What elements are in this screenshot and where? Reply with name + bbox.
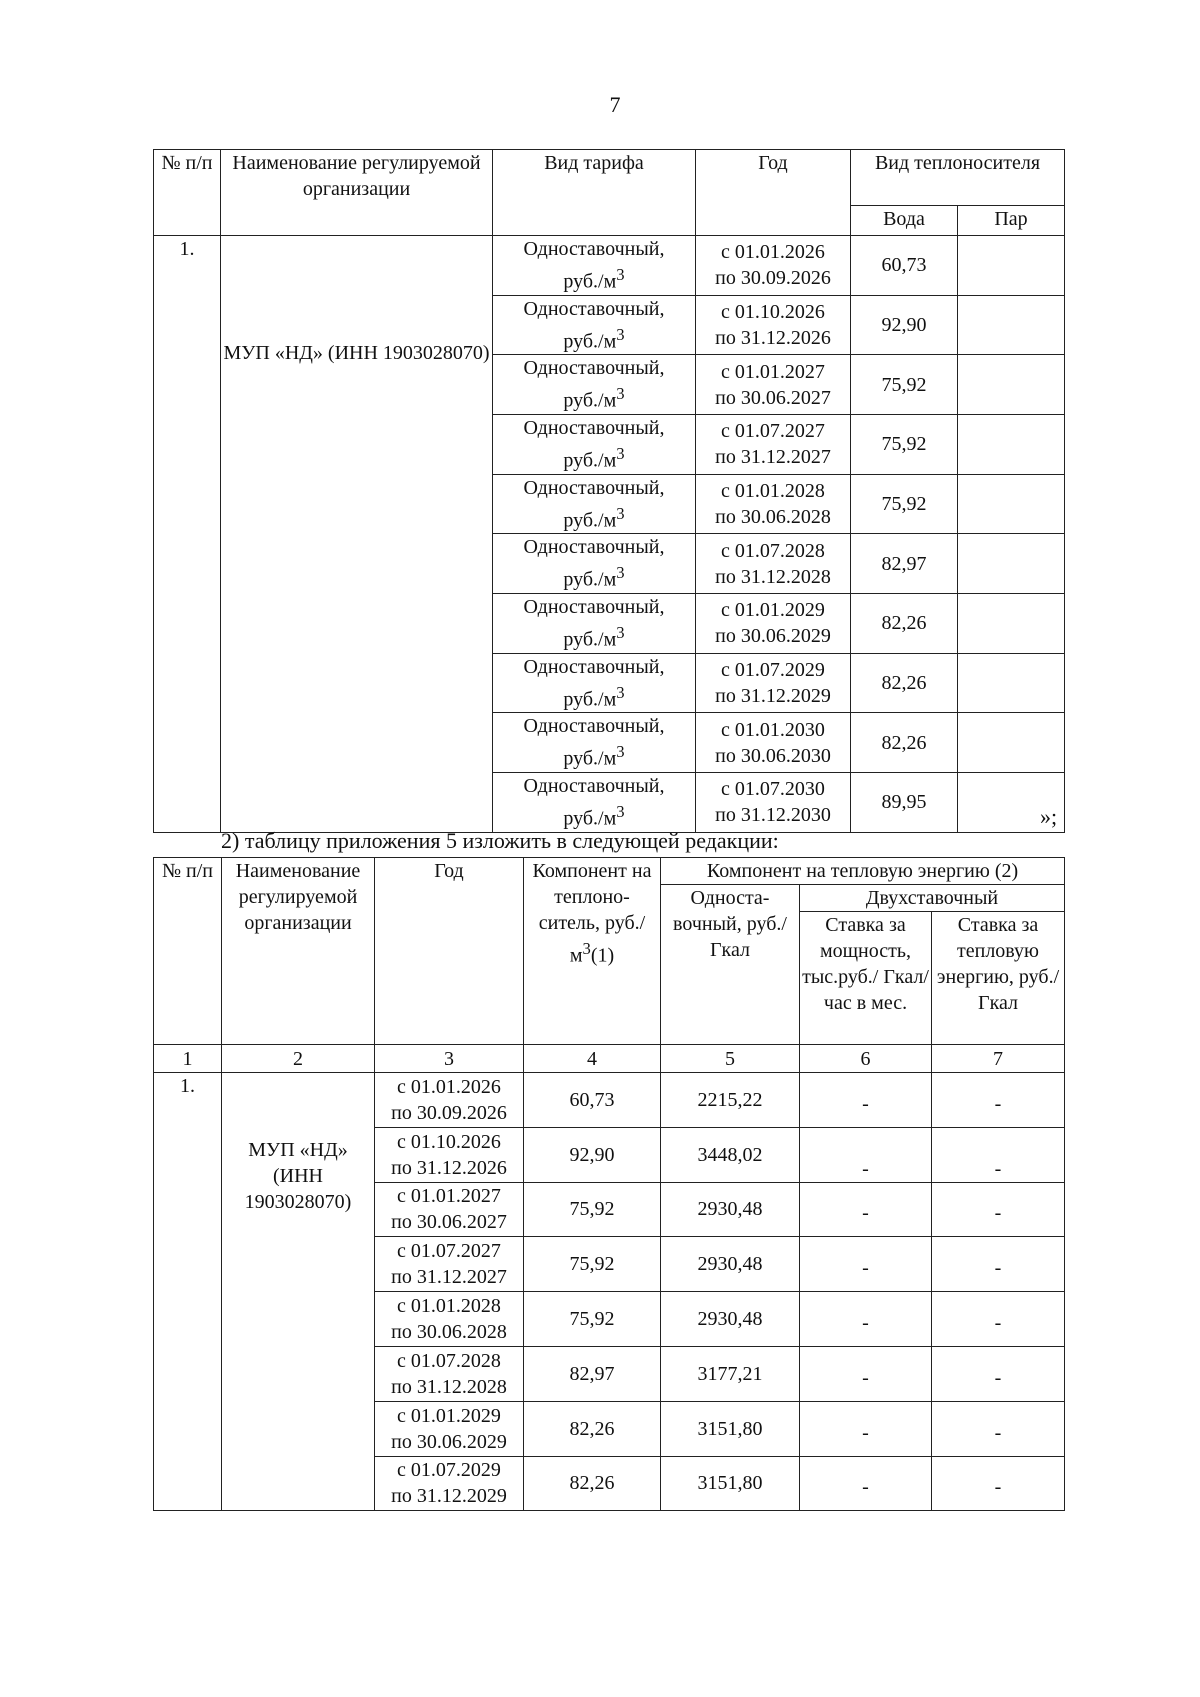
carrier-component-value: 60,73: [524, 1073, 661, 1128]
tariff-table: [153, 149, 1065, 833]
header-no: № п/п: [154, 858, 222, 1045]
energy-rate-value: -: [994, 1366, 1002, 1389]
period-cell: [375, 1401, 524, 1456]
capacity-rate-cell: [800, 1073, 932, 1128]
energy-rate-value: -: [994, 1312, 1002, 1335]
tariff-components-table: [153, 857, 1065, 1511]
steam-value: [958, 474, 1065, 534]
energy-rate-value: -: [994, 1092, 1002, 1115]
period-from: с 01.07.2029: [397, 1459, 501, 1482]
table-row: [154, 1073, 1065, 1128]
steam-value: [958, 355, 1065, 415]
tariff-unit: $руб./м^3$: [563, 324, 625, 353]
energy-rate-cell: [932, 1237, 1065, 1292]
water-value: 89,95: [851, 772, 958, 832]
period-cell: [696, 593, 851, 653]
capacity-rate-cell: [800, 1237, 932, 1292]
header-capacity-rate: Ставка за мощность, тыс.руб./ Гкал/час в мес.: [800, 912, 932, 1045]
capacity-rate-value: -: [862, 1257, 869, 1280]
tariff-unit: $руб./м^3$: [563, 443, 625, 472]
energy-rate-value: -: [994, 1476, 1002, 1499]
water-value: 82,26: [851, 653, 958, 713]
period-cell: [696, 414, 851, 474]
energy-rate-cell: [932, 1401, 1065, 1456]
capacity-rate-cell: [800, 1456, 932, 1511]
capacity-rate-cell: [800, 1127, 932, 1182]
energy-rate-cell: [932, 1073, 1065, 1128]
period-to: по 31.12.2026: [391, 1156, 507, 1179]
tariff-type-label: Одноставочный,: [523, 416, 665, 439]
period-cell: [696, 474, 851, 534]
organization-name: МУП «НД» (ИНН 1903028070): [221, 236, 493, 833]
column-number: 2: [222, 1045, 375, 1073]
capacity-rate-value: -: [862, 1202, 869, 1225]
energy-rate-cell: [932, 1456, 1065, 1511]
tariff-type-label: Одноставочный,: [523, 536, 665, 559]
tariff-unit: $руб./м^3$: [563, 801, 625, 830]
capacity-rate-cell: [800, 1182, 932, 1237]
tariff-type-label: Одноставочный,: [523, 476, 665, 499]
tariff-type-cell: [493, 474, 696, 534]
carrier-component-value: 75,92: [524, 1292, 661, 1347]
capacity-rate-value: -: [862, 1366, 869, 1389]
tariff-unit: $руб./м^3$: [563, 384, 625, 412]
column-number: 1: [154, 1045, 222, 1073]
header-no: № п/п: [154, 150, 221, 236]
single-rate-value: 2930,48: [661, 1237, 800, 1292]
capacity-rate-value: -: [862, 1092, 869, 1115]
capacity-rate-cell: [800, 1401, 932, 1456]
period-from: с 01.01.2026: [721, 241, 825, 264]
tariff-type-cell: [493, 713, 696, 773]
tariff-type-label: Одноставочный,: [523, 357, 665, 380]
tariff-unit: $руб./м^3$: [563, 563, 625, 591]
tariff-type-label: Одноставочный,: [523, 774, 665, 797]
water-value: 82,26: [851, 713, 958, 773]
energy-rate-cell: [932, 1127, 1065, 1182]
tariff-unit: $руб./м^3$: [563, 265, 625, 293]
tariff-unit: $руб./м^3$: [563, 503, 625, 532]
header-water: Вода: [851, 206, 958, 236]
period-to: по 31.12.2028: [391, 1375, 507, 1398]
period-from: с 01.01.2027: [397, 1185, 501, 1208]
tariff-type-label: Одноставочный,: [523, 238, 665, 260]
capacity-rate-cell: [800, 1292, 932, 1347]
steam-value: [958, 236, 1065, 296]
period-to: по 31.12.2026: [715, 326, 831, 349]
carrier-component-value: 92,90: [524, 1127, 661, 1182]
period-from: с 01.07.2027: [721, 420, 825, 443]
table-row: [154, 236, 1065, 296]
period-from: с 01.01.2029: [721, 599, 825, 622]
period-to: по 31.12.2029: [391, 1485, 507, 1508]
period-cell: [696, 653, 851, 713]
tariff-type-cell: [493, 653, 696, 713]
single-rate-value: 2930,48: [661, 1182, 800, 1237]
period-to: по 31.12.2027: [715, 446, 831, 469]
steam-value: [958, 713, 1065, 773]
capacity-rate-cell: [800, 1346, 932, 1401]
row-number: 1.: [154, 236, 221, 833]
steam-value: [958, 414, 1065, 474]
steam-value: [958, 534, 1065, 594]
carrier-component-value: 75,92: [524, 1182, 661, 1237]
column-number: 3: [375, 1045, 524, 1073]
period-to: по 30.09.2026: [715, 267, 831, 290]
period-cell: [696, 772, 851, 832]
steam-value: [958, 295, 1065, 355]
column-number: 6: [800, 1045, 932, 1073]
paragraph: 2) таблицу приложения 5 изложить в следующей редакции:: [221, 828, 779, 853]
closing-quote: »;: [1040, 804, 1058, 829]
header-steam: Пар: [958, 206, 1065, 236]
energy-rate-value: -: [994, 1157, 1002, 1180]
period-to: по 31.12.2030: [715, 804, 831, 827]
tariff-unit: $руб./м^3$: [563, 742, 625, 770]
period-from: с 01.01.2028: [721, 479, 825, 502]
header-energy-component: Компонент на тепловую энергию (2): [661, 858, 1065, 885]
carrier-component-value: 82,26: [524, 1456, 661, 1511]
tariff-unit: $руб./м^3$: [563, 682, 625, 711]
steam-value: [958, 653, 1065, 713]
water-value: 75,92: [851, 414, 958, 474]
tariff-type-cell: [493, 772, 696, 832]
period-from: с 01.07.2027: [397, 1240, 501, 1263]
tariff-type-label: Одноставочный,: [523, 595, 665, 618]
header-year: Год: [696, 150, 851, 236]
header-two-rate: Двухставочный: [800, 885, 1065, 912]
period-cell: [375, 1456, 524, 1511]
single-rate-value: 2215,22: [661, 1073, 800, 1128]
tariff-type-cell: [493, 414, 696, 474]
water-value: 75,92: [851, 355, 958, 415]
header-year: Год: [375, 858, 524, 1045]
column-number: 4: [524, 1045, 661, 1073]
header-org: Наименование регулируемой организации: [222, 858, 375, 1045]
period-from: с 01.07.2028: [397, 1349, 501, 1372]
period-from: с 01.07.2028: [721, 539, 825, 562]
header-tariff-type: Вид тарифа: [493, 150, 696, 236]
tariff-unit: $руб./м^3$: [563, 622, 625, 651]
period-cell: [696, 236, 851, 296]
period-cell: [375, 1073, 524, 1128]
single-rate-value: 3151,80: [661, 1456, 800, 1511]
period-to: по 31.12.2028: [715, 565, 831, 588]
period-to: по 30.06.2029: [715, 625, 831, 648]
header-single-rate: Односта-вочный, руб./Гкал: [661, 885, 800, 1045]
capacity-rate-value: -: [862, 1157, 869, 1180]
period-cell: [375, 1182, 524, 1237]
capacity-rate-value: -: [862, 1476, 869, 1499]
header-carrier-component: Компонент на теплоно-ситель, $руб./м^3(1)$: [524, 858, 661, 1045]
period-to: по 31.12.2029: [715, 684, 831, 707]
period-from: с 01.01.2029: [397, 1404, 501, 1427]
period-to: по 30.06.2029: [391, 1430, 507, 1453]
single-rate-value: 2930,48: [661, 1292, 800, 1347]
period-from: с 01.10.2026: [721, 300, 825, 323]
tariff-type-label: Одноставочный,: [523, 715, 665, 738]
tariff-type-cell: [493, 534, 696, 594]
period-to: по 30.06.2030: [715, 744, 831, 767]
period-from: с 01.07.2029: [721, 658, 825, 681]
tariff-type-label: Одноставочный,: [523, 655, 665, 678]
energy-rate-cell: [932, 1292, 1065, 1347]
period-cell: [375, 1346, 524, 1401]
water-value: 92,90: [851, 295, 958, 355]
period-from: с 01.01.2027: [721, 360, 825, 383]
header-energy-rate: Ставка за тепловую энергию, руб./Гкал: [932, 912, 1065, 1045]
water-value: 75,92: [851, 474, 958, 534]
energy-rate-value: -: [994, 1421, 1002, 1444]
page-number: 7: [609, 92, 621, 117]
carrier-component-value: 82,97: [524, 1346, 661, 1401]
period-cell: [696, 713, 851, 773]
energy-rate-cell: [932, 1346, 1065, 1401]
water-value: 82,26: [851, 593, 958, 653]
period-to: по 30.06.2027: [391, 1211, 507, 1234]
single-rate-value: 3177,21: [661, 1346, 800, 1401]
period-cell: [375, 1127, 524, 1182]
tariff-type-cell: [493, 236, 696, 296]
period-from: с 01.07.2030: [721, 778, 825, 801]
column-number: 7: [932, 1045, 1065, 1073]
energy-rate-cell: [932, 1182, 1065, 1237]
period-from: с 01.10.2026: [397, 1130, 501, 1153]
header-org: Наименование регулируемой организации: [221, 150, 493, 236]
period-to: по 30.06.2028: [391, 1321, 507, 1344]
period-cell: [696, 534, 851, 594]
period-from: с 01.01.2028: [397, 1295, 501, 1318]
period-to: по 30.09.2026: [391, 1101, 507, 1124]
carrier-component-value: 75,92: [524, 1237, 661, 1292]
water-value: 82,97: [851, 534, 958, 594]
carrier-component-value: 82,26: [524, 1401, 661, 1456]
capacity-rate-value: -: [862, 1421, 869, 1444]
row-number: 1.: [154, 1073, 222, 1511]
period-cell: [696, 295, 851, 355]
tariff-type-cell: [493, 593, 696, 653]
capacity-rate-value: -: [862, 1312, 869, 1335]
energy-rate-value: -: [994, 1257, 1002, 1280]
header-carrier: Вид теплоносителя: [851, 150, 1065, 206]
period-cell: [375, 1292, 524, 1347]
period-from: с 01.01.2030: [721, 718, 825, 741]
tariff-type-cell: [493, 295, 696, 355]
period-to: по 31.12.2027: [391, 1266, 507, 1289]
period-from: с 01.01.2026: [397, 1075, 501, 1098]
period-to: по 30.06.2028: [715, 505, 831, 528]
tariff-type-cell: [493, 355, 696, 415]
organization-name: МУП «НД» (ИНН 1903028070): [222, 1073, 375, 1511]
period-cell: [696, 355, 851, 415]
water-value: 60,73: [851, 236, 958, 296]
period-cell: [375, 1237, 524, 1292]
column-number: 5: [661, 1045, 800, 1073]
steam-value: [958, 593, 1065, 653]
single-rate-value: 3448,02: [661, 1127, 800, 1182]
tariff-type-label: Одноставочный,: [523, 297, 665, 320]
period-to: по 30.06.2027: [715, 386, 831, 409]
column-numbers-row: [154, 1045, 1065, 1073]
single-rate-value: 3151,80: [661, 1401, 800, 1456]
energy-rate-value: -: [994, 1202, 1002, 1225]
